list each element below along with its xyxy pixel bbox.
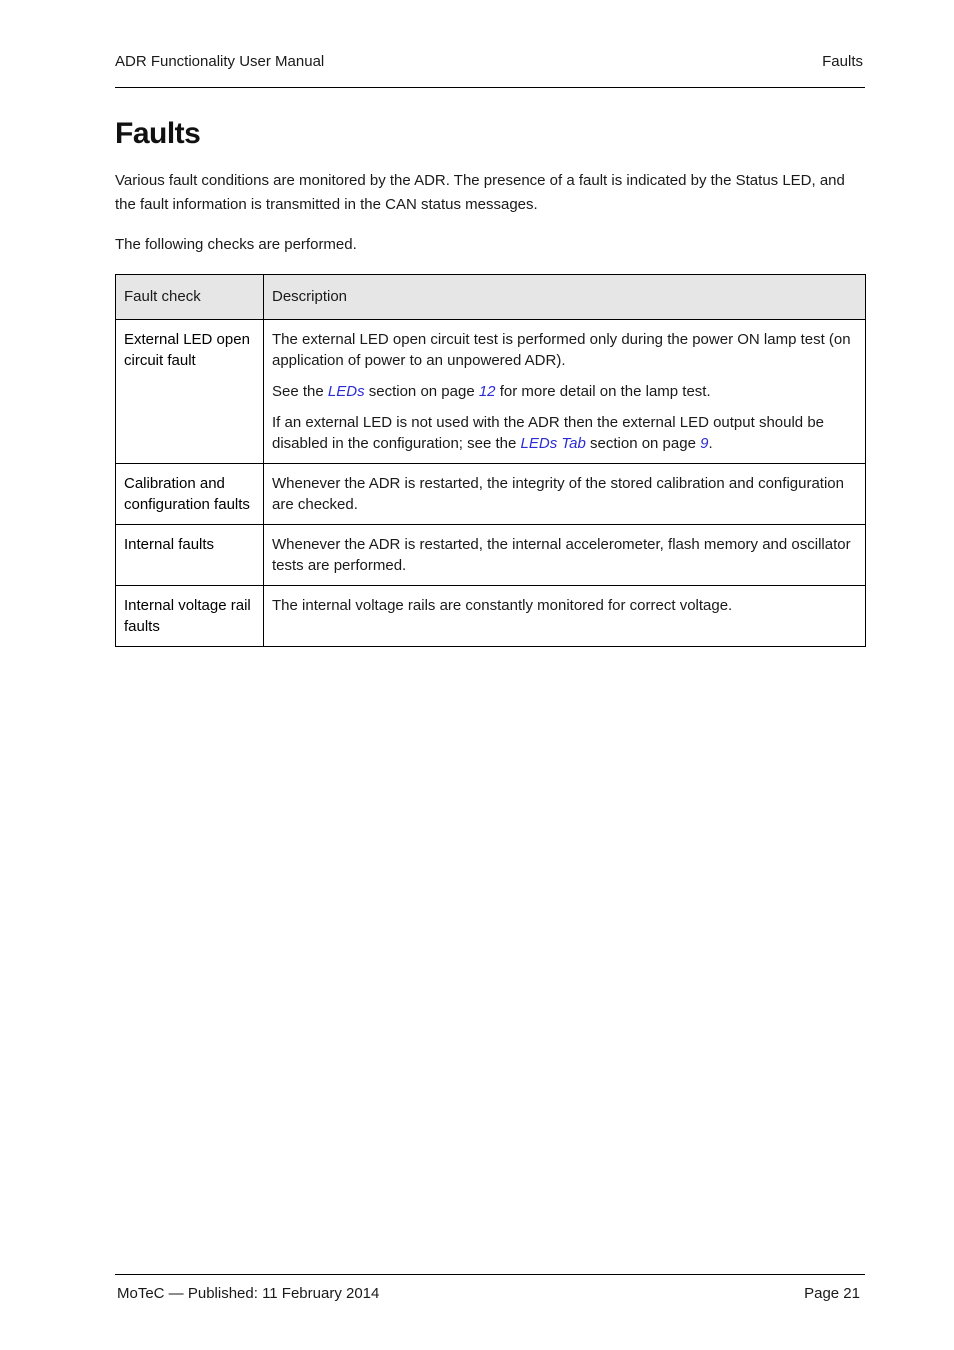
table-row <box>116 464 866 525</box>
lead-paragraph: The following checks are performed. <box>115 236 357 253</box>
table-row <box>116 525 866 586</box>
description-cell: Whenever the ADR is restarted, the internal accelerometer, flash memory and oscillator tests are performed. <box>264 525 866 586</box>
page-footer <box>115 1274 865 1302</box>
leds-tab-section-link[interactable]: LEDs Tab <box>520 435 586 452</box>
fault-check-cell: Internal voltage rail faults <box>116 586 264 647</box>
footer-publisher: MoTeC — Published: 11 February 2014 <box>117 1285 380 1302</box>
fault-check-cell: Calibration and configuration faults <box>116 464 264 525</box>
description-paragraph <box>272 412 857 454</box>
table-header-row <box>116 275 866 320</box>
description-paragraph: The external LED open circuit test is performed only during the power ON lamp test (on application of power to an unpowered ADR). <box>272 331 851 369</box>
page-title: Faults <box>115 117 201 150</box>
description-paragraph <box>272 381 857 402</box>
description-cell: Whenever the ADR is restarted, the integrity of the stored calibration and configuration are checked. <box>264 464 866 525</box>
table-row <box>116 586 866 647</box>
text-span: . <box>708 435 713 452</box>
table-row <box>116 320 866 464</box>
page-header <box>115 50 865 88</box>
text-span: section on page <box>585 435 701 452</box>
page-9-link[interactable]: 9 <box>700 435 709 452</box>
footer-page-number: Page 21 <box>804 1285 860 1302</box>
text-span: See the <box>272 383 328 400</box>
description-cell <box>264 320 866 464</box>
text-span: section on page <box>364 383 479 400</box>
fault-checks-table <box>115 274 866 647</box>
leds-section-link[interactable]: LEDs <box>327 383 365 400</box>
fault-check-cell: External LED open circuit fault <box>116 320 264 464</box>
page-12-link[interactable]: 12 <box>478 383 496 400</box>
intro-paragraph: Various fault conditions are monitored by the ADR. The presence of a fault is indicated by the Status LED, and the fault information is transmitted in the CAN status messages. <box>115 172 845 213</box>
fault-check-cell: Internal faults <box>116 525 264 586</box>
column-header-description: Description <box>264 275 866 320</box>
text-span: If an external LED is not used with the ADR then the external LED output should be disabled in the configuration; see the <box>272 414 825 452</box>
column-header-fault-check: Fault check <box>116 275 264 320</box>
text-span: for more detail on the lamp test. <box>495 383 711 400</box>
header-document-title: ADR Functionality User Manual <box>115 53 325 70</box>
description-cell: The internal voltage rails are constantly monitored for correct voltage. <box>264 586 866 647</box>
header-section-name: Faults <box>822 53 863 70</box>
